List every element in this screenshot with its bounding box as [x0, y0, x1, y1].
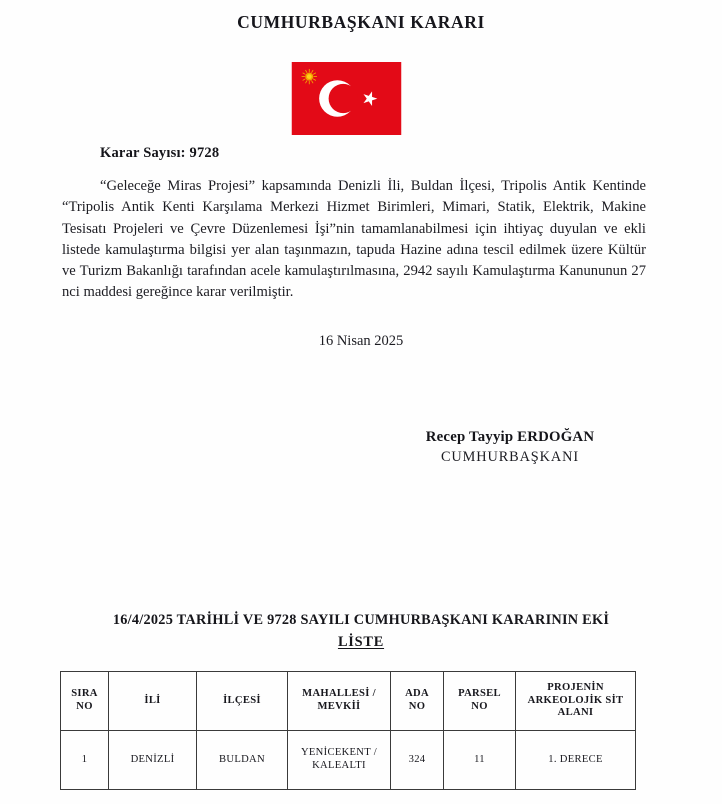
- signature-block: [382, 429, 638, 466]
- column-header-mahallesi: MAHALLESİ / MEVKİİ: [288, 672, 391, 731]
- column-header-parsel-no: PARSEL NO: [444, 672, 516, 731]
- column-header-ili: İLİ: [109, 672, 197, 731]
- cell-parsel-no: 11: [444, 731, 516, 790]
- column-header-ada-no: ADA NO: [391, 672, 444, 731]
- cell-ili: DENİZLİ: [109, 731, 197, 790]
- column-header-ilcesi: İLÇESİ: [197, 672, 288, 731]
- decision-number: Karar Sayısı: 9728: [100, 145, 220, 161]
- cell-ilcesi: BULDAN: [197, 731, 288, 790]
- annex-subheading-text: LİSTE: [337, 634, 385, 650]
- page-title: CUMHURBAŞKANI KARARI: [237, 12, 485, 32]
- table-row: [61, 731, 636, 790]
- turkish-flag-emblem: [291, 62, 402, 135]
- cell-sira-no: 1: [61, 731, 109, 790]
- signatory-name: Recep Tayyip ERDOĞAN: [425, 429, 595, 445]
- expropriation-list-table: [60, 671, 636, 790]
- table-header-row: [61, 672, 636, 731]
- annex-heading: 16/4/2025 TARİHLİ VE 9728 SAYILI CUMHURBAŞKANI KARARININ EKİ: [112, 612, 610, 628]
- cell-mahallesi: YENİCEKENT / KALEALTI: [288, 731, 391, 790]
- cell-ada-no: 324: [391, 731, 444, 790]
- signatory-role: CUMHURBAŞKANI: [440, 449, 579, 465]
- cell-sit-alani: 1. DERECE: [516, 731, 636, 790]
- annex-subheading: [0, 634, 722, 651]
- column-header-sit-alani: PROJENİN ARKEOLOJİK SİT ALANI: [516, 672, 636, 731]
- column-header-sira-no: SIRA NO: [61, 672, 109, 731]
- decision-date: 16 Nisan 2025: [318, 333, 404, 349]
- flag-icon: [291, 62, 402, 135]
- decision-body-text: “Geleceğe Miras Projesi” kapsamında Denizli İli, Buldan İlçesi, Tripolis Antik Kentinde “Tripolis Antik Kenti Karşılama Merkezi Hizmet Birimleri, Mimari, Statik, Elektrik, Makine Tesisatı Projeleri ve Çevre Düzenlemesi İşi”nin tamamlanabilmesi için ihtiyaç duyulan ve ekli listede kamulaştırma bilgisi yer alan taşınmazın, tapuda Hazine adına tescil edilmek üzere Kültür ve Turizm Bakanlığı tarafından acele kamulaştırılmasına, 2942 sayılı Kamulaştırma Kanununun 27 nci maddesi gereğince karar verilmiştir.: [62, 178, 646, 301]
